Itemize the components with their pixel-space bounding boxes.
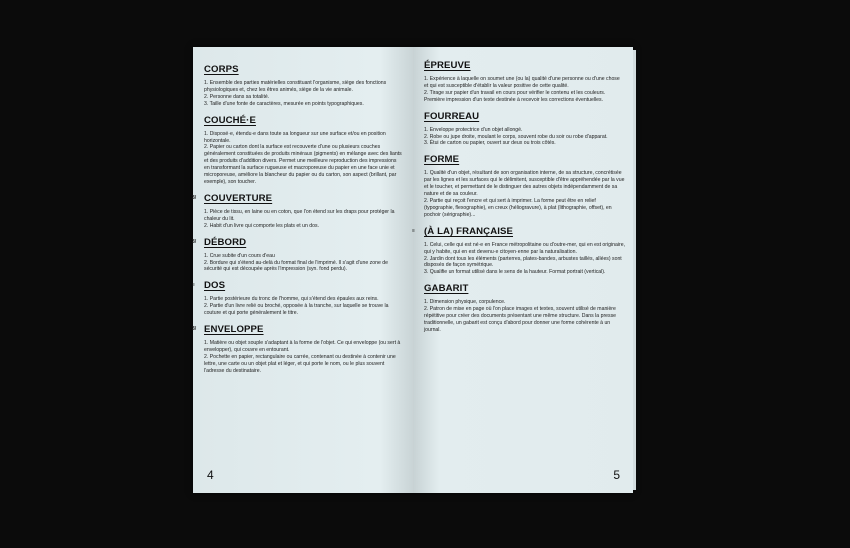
definition-text: 1. Ensemble des parties matérielles constituant l'organisme, siège des fonctions physiologiques et, chez les êtres animés, siège de la vie animale. — [204, 80, 387, 93]
glossary-entry — [424, 111, 625, 148]
entry-definitions — [204, 131, 403, 186]
definition-text: 1. Enveloppe protectrice d'un objet allongé. — [424, 126, 523, 133]
right-entries — [412, 60, 626, 334]
entry-term: ÉPREUVE — [424, 60, 471, 71]
right-page — [413, 47, 633, 493]
definition-text: 1. Celui, celle qui est né·e en France métropolitaine ou d'outre-mer, qui en est originaire, qui y habite, qui en est devenu·e citoyen·enne par la naturalisation. — [424, 241, 626, 255]
entry-definitions — [424, 242, 625, 277]
glossary-entry — [204, 64, 403, 108]
entry-term: DÉBORD — [204, 236, 247, 248]
entry-definitions — [424, 170, 625, 218]
glossary-entry — [424, 154, 625, 218]
entry-definitions — [424, 299, 625, 334]
glossary-entry — [192, 324, 403, 375]
glossary-entry — [424, 60, 625, 104]
glossary-entry — [412, 225, 626, 277]
left-page — [193, 47, 413, 493]
entry-heading — [204, 64, 403, 75]
entry-heading — [424, 111, 625, 122]
definition-text: 1. Expérience à laquelle on soumet une (ou la) qualité d'une personne ou d'une chose et qui est susceptible d'établir la valeur positive de cette qualité. — [424, 76, 620, 89]
entry-definitions — [204, 296, 403, 317]
definition-text: 2. Papier ou carton dont la surface est recouverte d'une ou plusieurs couches généralement constituées de produits minéraux (pigments) en mélange avec des liants et des produits d'addition divers. Permet une meilleure reproduction des impressions en transformant la surface rugueuse et macroporeuse du papier en une face unie et microporeuse, améliore la blancheur du papier ou du carton, son aspect (brillant, par exemple), son toucher. — [204, 144, 402, 185]
definition-text: 3. Étui de carton ou papier, ouvert sur deux ou trois côtés. — [424, 140, 556, 147]
entry-marker-icon: 3/ — [192, 238, 197, 245]
page-number-right: 5 — [613, 468, 620, 482]
glossary-entry — [204, 115, 403, 186]
entry-marker-icon: ≡ — [192, 282, 195, 289]
definition-text: 1. Pièce de tissu, en laine ou en coton, que l'on étend sur les draps pour protéger la chaleur du lit. — [204, 208, 395, 222]
entry-heading — [192, 324, 403, 336]
entry-term: GABARIT — [424, 283, 469, 295]
entry-term: FOURREAU — [424, 110, 480, 122]
entry-heading — [424, 154, 625, 165]
entry-heading — [424, 60, 625, 71]
definition-text: 3. Qualifie un format utilisé dans le sens de la hauteur. Format portrait (vertical). — [424, 269, 606, 276]
definition-text: 1. Disposé·e, étendu·e dans toute sa longueur sur une surface et/ou en position horizontale. — [204, 130, 386, 144]
entry-term: COUCHÉ·E — [204, 114, 256, 126]
entry-definitions — [204, 253, 403, 274]
page-edge — [633, 50, 636, 490]
definition-text: 2. Bordure qui s'étend au-delà du format final de l'imprimé. Il s'agit d'une zone de sécurité qui est découpée après l'impression (syn. fond perdu). — [204, 259, 388, 273]
entry-term: FORME — [424, 154, 460, 166]
definition-text: 2. Partie qui reçoit l'encre et qui sert à imprimer. La forme peut être en relief (typographie, flexographie), en creux (héliogravure), à plat (lithographie, offset), en pochoir (sérigraphie)... — [424, 197, 612, 218]
entry-definitions — [424, 76, 625, 104]
entry-definitions — [204, 80, 403, 108]
definition-text: 1. Dimension physique, corpulence. — [424, 299, 506, 306]
entry-heading — [424, 283, 625, 294]
entry-heading — [192, 236, 403, 248]
entry-definitions — [424, 127, 625, 148]
definition-text: 1. Partie postérieure du tronc de l'homme, qui s'étend des épaules aux reins. — [204, 296, 379, 303]
entry-heading — [204, 115, 403, 126]
definition-text: 2. Pochette en papier, rectangulaire ou carrée, contenant ou destinée à contenir une lettre, une carte ou un objet plat et léger, et qui porte le nom, ou le plus souvent l'adresse du destinataire. — [204, 353, 396, 374]
entry-marker-icon: ≡ — [412, 227, 415, 234]
definition-text: 2. Tirage sur papier d'un travail en cours pour vérifier le contenu et les couleurs. Première impression d'un texte destinée à recevoir les corrections éventuelles. — [424, 89, 606, 103]
entry-term: ENVELOPPE — [204, 324, 264, 336]
glossary-entry — [192, 236, 403, 274]
glossary-entry — [192, 280, 403, 317]
entry-term: COUVERTURE — [204, 192, 273, 204]
left-entries — [192, 64, 403, 375]
definition-text: 2. Robe ou jupe droite, moulant le corps, souvent robe du soir ou robe d'apparat. — [424, 133, 608, 140]
entry-marker-icon: 3/ — [192, 194, 197, 201]
glossary-entry — [192, 192, 403, 230]
entry-heading — [192, 192, 403, 204]
entry-definitions — [204, 209, 403, 230]
definition-text: 2. Personne dans sa totalité. — [204, 93, 270, 100]
entry-definitions — [204, 340, 403, 375]
definition-text: 1. Matière ou objet souple s'adaptant à la forme de l'objet. Ce qui enveloppe (ou sert à envelopper), qui couvre en entourant. — [204, 340, 401, 353]
entry-term: CORPS — [204, 64, 239, 75]
entry-term: DOS — [204, 280, 226, 292]
definition-text: 2. Patron de mise en page où l'on place images et textes, souvent utilisé de manière répétitive pour créer des documents présentant une même structure. Dans la presse traditionnelle, un gabarit est conçu d'abord pour donner une forme cohérente à un journal. — [424, 306, 617, 333]
booklet-spread — [193, 47, 633, 493]
definition-text: 2. Habit d'un livre qui comporte les plats et un dos. — [204, 222, 319, 229]
entry-term: (À LA) FRANÇAISE — [424, 225, 514, 237]
entry-heading — [192, 280, 403, 292]
page-number-left: 4 — [207, 468, 214, 482]
definition-text: 1. Crue subite d'un cours d'eau — [204, 252, 275, 259]
definition-text: 2. Jardin dont tous les éléments (parterres, plates-bandes, arbustes taillés, allées) sont disposés de façon symétrique. — [424, 255, 622, 269]
entry-heading — [412, 225, 625, 237]
entry-marker-icon: 3/ — [192, 326, 197, 333]
definition-text: 1. Qualité d'un objet, résultant de son organisation interne, de sa structure, concrétisée par les lignes et les surfaces qui le délimitent, susceptible d'être appréhendée par la vue et le toucher, et permettant de le distinguer des autres objets indépendamment de sa nature et de sa couleur. — [424, 170, 625, 198]
glossary-entry — [424, 283, 625, 334]
definition-text: 3. Taille d'une fonte de caractères, mesurée en points typographiques. — [204, 100, 364, 107]
definition-text: 2. Partie d'un livre relié ou broché, opposée à la tranche, sur laquelle se trouve la couture et qui porte généralement le titre. — [204, 303, 389, 317]
